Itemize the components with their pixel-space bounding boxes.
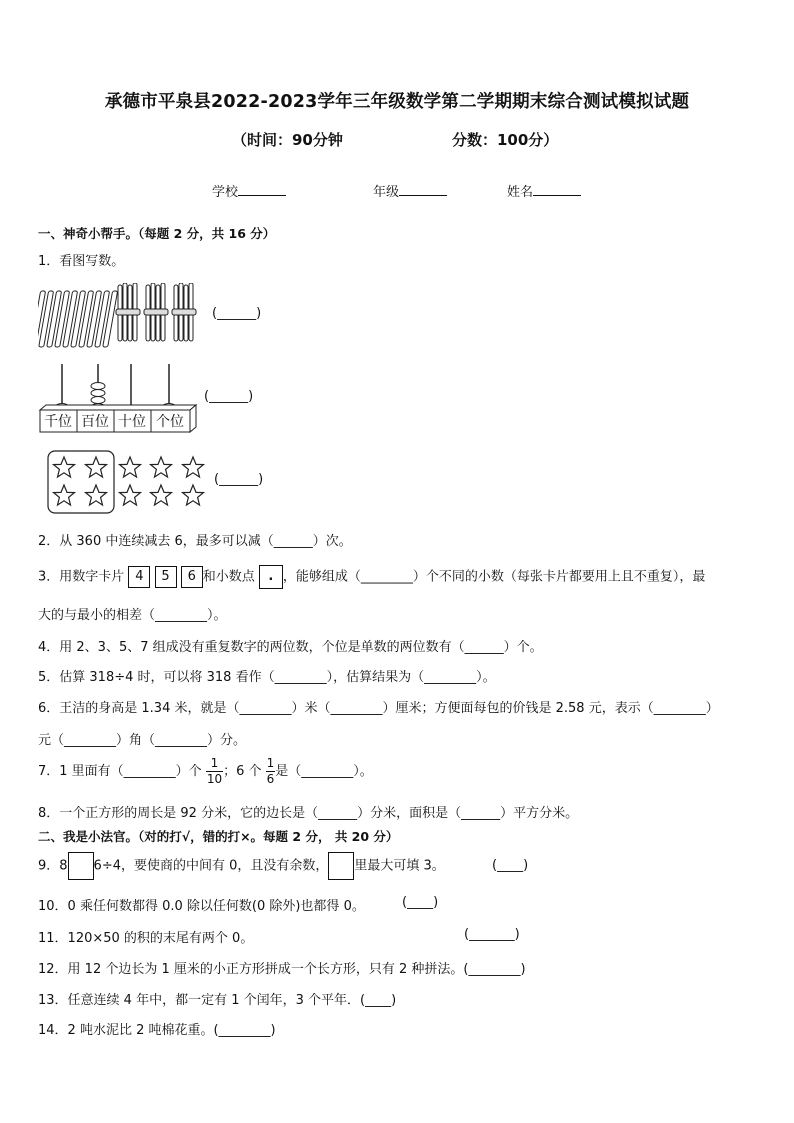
star-icon [120, 485, 141, 505]
q6-line1: 6．王洁的身高是 1.34 米，就是（________）米（________）厘米；方便面每包的价钱是 2.58 元，表示（________） [38, 701, 719, 716]
q9-digit-box-1[interactable] [68, 852, 94, 880]
q12-text: 12．用 12 个边长为 1 厘米的小正方形拼成一个长方形，只有 2 种拼法。(________) [38, 962, 526, 977]
score-label: 分数：100分） [452, 131, 559, 149]
name-label: 姓名 [507, 185, 534, 200]
q3-text-a: 3．用数字卡片 [38, 569, 125, 585]
school-label: 学校 [212, 185, 239, 200]
q5-text: 5．估算 318÷4 时，可以将 318 看作（________），估算结果为（________）。 [38, 670, 496, 685]
star-icon [86, 457, 107, 477]
q6-line2: 元（________）角（________）分。 [38, 733, 247, 748]
q2-text: 2．从 360 中连续减去 6，最多可以减（______）次。 [38, 534, 352, 549]
time-label: （时间：90分钟 [232, 131, 343, 149]
bead-icon [91, 390, 105, 397]
grade-field [373, 181, 447, 200]
q9-text-a: 9．8 [38, 858, 68, 874]
bundle-icon-2 [144, 283, 168, 341]
abacus-label-hundreds: 百位 [81, 414, 109, 430]
fraction-one-tenth: $\frac{1}{10}$ [206, 756, 223, 786]
card-decimal-point: . [259, 565, 283, 589]
q3-line1 [38, 565, 705, 589]
q1-blank-b[interactable]: (______) [204, 389, 254, 404]
bead-icon [91, 397, 105, 404]
star-icon [151, 485, 172, 505]
q1-text: 1．看图写数。 [38, 254, 125, 269]
school-field [212, 181, 286, 200]
q1-blank-c[interactable]: (______) [214, 472, 264, 487]
star-icon [54, 485, 75, 505]
abacus-label-tens: 十位 [118, 414, 146, 430]
q7-text-a: 7．1 里面有（________）个 [38, 764, 202, 779]
bead-icon [91, 383, 105, 390]
bundle-icon-1 [116, 283, 140, 341]
abacus-label-thousands: 千位 [44, 414, 72, 430]
star-icon [54, 457, 75, 477]
q3-line2: 大的与最小的相差（________）。 [38, 608, 227, 623]
bundle-icon-3 [172, 283, 196, 341]
q7-text-c: 是（________）。 [275, 764, 373, 779]
card-4: 4 [128, 566, 150, 588]
sticks-bundles-image [38, 283, 218, 349]
star-icon [86, 485, 107, 505]
section1-heading: 一、神奇小帮手。（每题 2 分，共 16 分） [38, 226, 276, 241]
q10-text: 10．0 乘任何数都得 0.0 除以任何数(0 除外)也都得 0。 [38, 899, 365, 914]
q9-text-b: 6÷4，要使商的中间有 0，且没有余数， [93, 858, 329, 874]
q4-text: 4．用 2、3、5、7 组成没有重复数字的两位数，个位是单数的两位数有（______）个。 [38, 640, 543, 655]
q9-blank[interactable]: (____) [492, 858, 529, 873]
q14-text: 14．2 吨水泥比 2 吨棉花重。(________) [38, 1023, 276, 1038]
stars-image [46, 449, 214, 515]
star-icon [183, 485, 204, 505]
name-field [507, 181, 581, 200]
q1-blank-a[interactable]: (______) [212, 306, 262, 321]
name-line [533, 184, 581, 196]
abacus-image [38, 362, 198, 434]
star-icon [120, 457, 141, 477]
q9-text-c: 里最大可填 3。 [354, 858, 445, 874]
q7-text-b: ；6 个 [223, 764, 262, 779]
grade-label: 年级 [373, 185, 400, 200]
grade-line [399, 184, 447, 196]
q7-line [38, 756, 373, 787]
q11-blank[interactable]: (_______) [464, 927, 520, 942]
q8-text: 8．一个正方形的周长是 92 分米，它的边长是（______）分米，面积是（______）平方分米。 [38, 806, 579, 821]
loose-sticks-icon [38, 291, 118, 347]
q3-text-b: 和小数点 [202, 569, 255, 585]
card-6: 6 [181, 566, 203, 588]
school-line [238, 184, 286, 196]
star-icon [183, 457, 204, 477]
star-icon [151, 457, 172, 477]
q13-text: 13．任意连续 4 年中，都一定有 1 个闰年，3 个平年．(____) [38, 993, 397, 1008]
fraction-one-sixth: $\frac{1}{6}$ [266, 756, 275, 786]
q3-text-c: ，能够组成（________）个不同的小数（每张卡片都要用上且不重复），最 [282, 569, 706, 585]
card-5: 5 [155, 566, 177, 588]
abacus-label-ones: 个位 [156, 414, 184, 430]
q9-line [38, 852, 445, 880]
section2-heading: 二、我是小法官。（对的打√，错的打×。每题 2 分， 共 20 分） [38, 829, 399, 844]
q10-blank[interactable]: (____) [402, 895, 439, 910]
exam-title: 承德市平泉县2022-2023学年三年级数学第二学期期末综合测试模拟试题 [104, 92, 690, 112]
q11-text: 11．120×50 的积的末尾有两个 0。 [38, 931, 254, 946]
q9-digit-box-2[interactable] [328, 852, 354, 880]
